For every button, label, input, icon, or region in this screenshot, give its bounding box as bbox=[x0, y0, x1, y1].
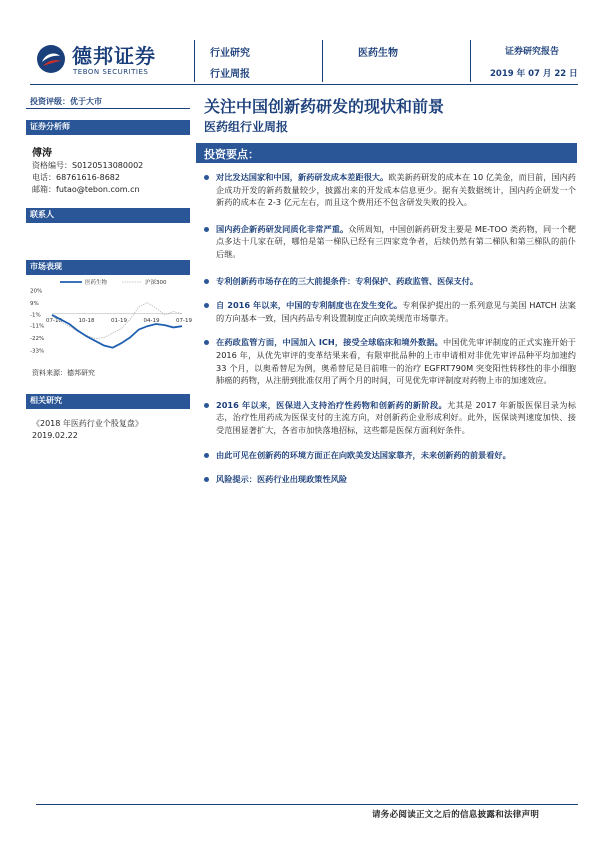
rating-bar bbox=[26, 95, 190, 109]
sector-label: 医药生物 bbox=[358, 48, 398, 59]
header-divider bbox=[322, 40, 323, 82]
chart-svg bbox=[30, 276, 190, 356]
key-point-lead: 自 2016 年以来，中国的专利制度也在发生变化。 bbox=[216, 300, 403, 311]
bullet-dot-icon bbox=[204, 279, 209, 284]
key-points-list bbox=[204, 171, 576, 486]
key-point bbox=[204, 336, 576, 386]
header-divider bbox=[470, 40, 471, 82]
bullet-dot-icon bbox=[204, 303, 209, 308]
logo-english-text: TEBON SECURITIES bbox=[73, 68, 149, 76]
key-point-lead: 在药政监管方面，中国加入 ICH，接受全球临床和境外数据。 bbox=[216, 337, 444, 348]
header-rule bbox=[30, 84, 578, 85]
report-subcategory: 行业周报 bbox=[210, 69, 250, 80]
related-report-link[interactable]: 《2018 年医药行业个股复盘》 bbox=[32, 419, 143, 428]
key-point bbox=[204, 449, 576, 462]
report-title: 关注中国创新药研发的现状和前景 bbox=[204, 97, 445, 116]
key-point-body: 专利保护提出的一系列意见与美国 HATCH 法案的方向基本一致，国内药品专利设置制度正向欧美规范市场靠齐。 bbox=[216, 300, 576, 323]
page-header bbox=[0, 0, 595, 92]
y-tick-label: -1% bbox=[30, 312, 41, 319]
analyst-name: 傅涛 bbox=[32, 148, 52, 159]
rating-text: 投资评级：优于大市 bbox=[30, 97, 102, 106]
key-point-body: 众所周知，中国创新药研发主要是 ME-TOO 类药物，同一个靶点多达十几家在研，哪怕是第一梯队已经有三四家竞争者，后续仍然有第二梯队和第三梯队的前仆后继。 bbox=[216, 223, 576, 259]
key-point-lead: 由此可见在创新药的环境方面正在向欧美发达国家靠齐，未来创新药的前景看好。 bbox=[216, 449, 511, 460]
key-point-body: 欧美新药研发的成本在 10 亿美金，而目前，国内药企成功开发的新药数量较少，披露出来的开发成本信息更少。据有关数据统计，国内药企研发一个新药的成本在 2-3 亿元左右，而且这个费用还不包含研发失败的投入。 bbox=[216, 172, 576, 208]
key-point bbox=[204, 299, 576, 324]
report-category: 行业研究 bbox=[210, 48, 250, 59]
report-type: 证券研究报告 bbox=[505, 47, 560, 57]
footer-rule bbox=[36, 804, 578, 805]
analyst-section-bar bbox=[26, 120, 190, 135]
legend-label: 沪深300 bbox=[145, 280, 167, 286]
logo-text: 德邦证券 bbox=[72, 44, 156, 68]
key-point-lead: 对比发达国家和中国，新药研发成本差距很大。 bbox=[216, 172, 389, 182]
key-point bbox=[204, 399, 576, 437]
key-point bbox=[204, 473, 576, 486]
header-divider bbox=[194, 40, 195, 82]
x-tick-label: 10-18 bbox=[78, 317, 95, 324]
market-performance-chart bbox=[30, 276, 190, 356]
analyst-cert: 资格编号：S0120513080002 bbox=[32, 161, 144, 170]
key-point bbox=[204, 275, 576, 288]
x-tick-label: 01-19 bbox=[111, 317, 127, 324]
bullet-dot-icon bbox=[204, 175, 209, 180]
bullet-dot-icon bbox=[204, 477, 209, 482]
related-report-date: 2019.02.22 bbox=[32, 431, 78, 440]
market-section-bar bbox=[26, 260, 190, 275]
x-tick-label: 07-19 bbox=[176, 317, 192, 324]
analyst-section-title: 证券分析师 bbox=[30, 122, 70, 131]
key-point-body: 尤其是 2017 年新版医保目录为标志，治疗性用药成为医保支付的主流方向，对创新药企业形成利好。此外，医保谈判速度加快、接受范围显著扩大，各省市加快落地招标，这些都是医保方面利好条件。 bbox=[216, 399, 576, 435]
key-points-bar bbox=[196, 143, 577, 163]
key-point bbox=[204, 223, 576, 261]
y-tick-label: -22% bbox=[30, 336, 45, 343]
key-point-body: 中国优先审评制度的正式实施开始于 2016 年，从优先审评的变革结果来看，有限审批品种的上市申请相对非优先审评品种平均加速约 33 个月，以奥希替尼为例，奥希替尼是目前唯一的治疗 EGFRT790M 突变阳性转移性的非小细胞肺癌的药物，从注册到批准仅用了两个月的时间，可见优先审评制度对药物上市的加速效应。 bbox=[216, 337, 576, 386]
y-tick-label: -11% bbox=[30, 323, 45, 330]
analyst-phone: 电话：68761616-8682 bbox=[32, 173, 120, 182]
contact-section-title: 联系人 bbox=[30, 210, 54, 219]
y-tick-label: 20% bbox=[30, 288, 43, 295]
key-point-lead: 国内药企新药研发同质化非常严重。 bbox=[216, 223, 349, 234]
bullet-dot-icon bbox=[204, 340, 209, 345]
key-point bbox=[204, 171, 576, 209]
key-points-label: 投资要点： bbox=[204, 148, 259, 161]
footer-disclaimer: 请务必阅读正文之后的信息披露和法律声明 bbox=[372, 810, 540, 820]
bullet-dot-icon bbox=[204, 227, 209, 232]
key-point-lead: 风险提示：医药行业出现政策性风险 bbox=[216, 474, 348, 485]
bullet-dot-icon bbox=[204, 453, 209, 458]
report-date: 2019 年 07 月 22 日 bbox=[490, 69, 578, 79]
x-tick-label: 04-19 bbox=[143, 317, 160, 324]
y-tick-label: 9% bbox=[30, 300, 39, 307]
related-section-bar bbox=[26, 394, 190, 409]
bullet-dot-icon bbox=[204, 403, 209, 408]
y-tick-label: -33% bbox=[30, 348, 45, 355]
key-point-lead: 专利创新药市场存在的三大前提条件：专利保护、药政监管、医保支付。 bbox=[216, 275, 479, 286]
x-tick-label: 07-18 bbox=[46, 317, 62, 324]
analyst-email[interactable]: 邮箱：futao@tebon.com.cn bbox=[32, 185, 140, 194]
related-section-title: 相关研究 bbox=[30, 396, 62, 405]
contact-section-bar bbox=[26, 208, 190, 223]
market-section-title: 市场表现 bbox=[30, 262, 62, 271]
tebon-logo-icon bbox=[36, 44, 66, 74]
report-subtitle: 医药组行业周报 bbox=[204, 120, 289, 134]
chart-source: 资料来源：德邦研究 bbox=[32, 369, 95, 377]
legend-label: 医药生物 bbox=[85, 280, 108, 286]
key-point-lead: 2016 年以来，医保进入支持治疗性药物和创新药的新阶段。 bbox=[216, 399, 448, 410]
